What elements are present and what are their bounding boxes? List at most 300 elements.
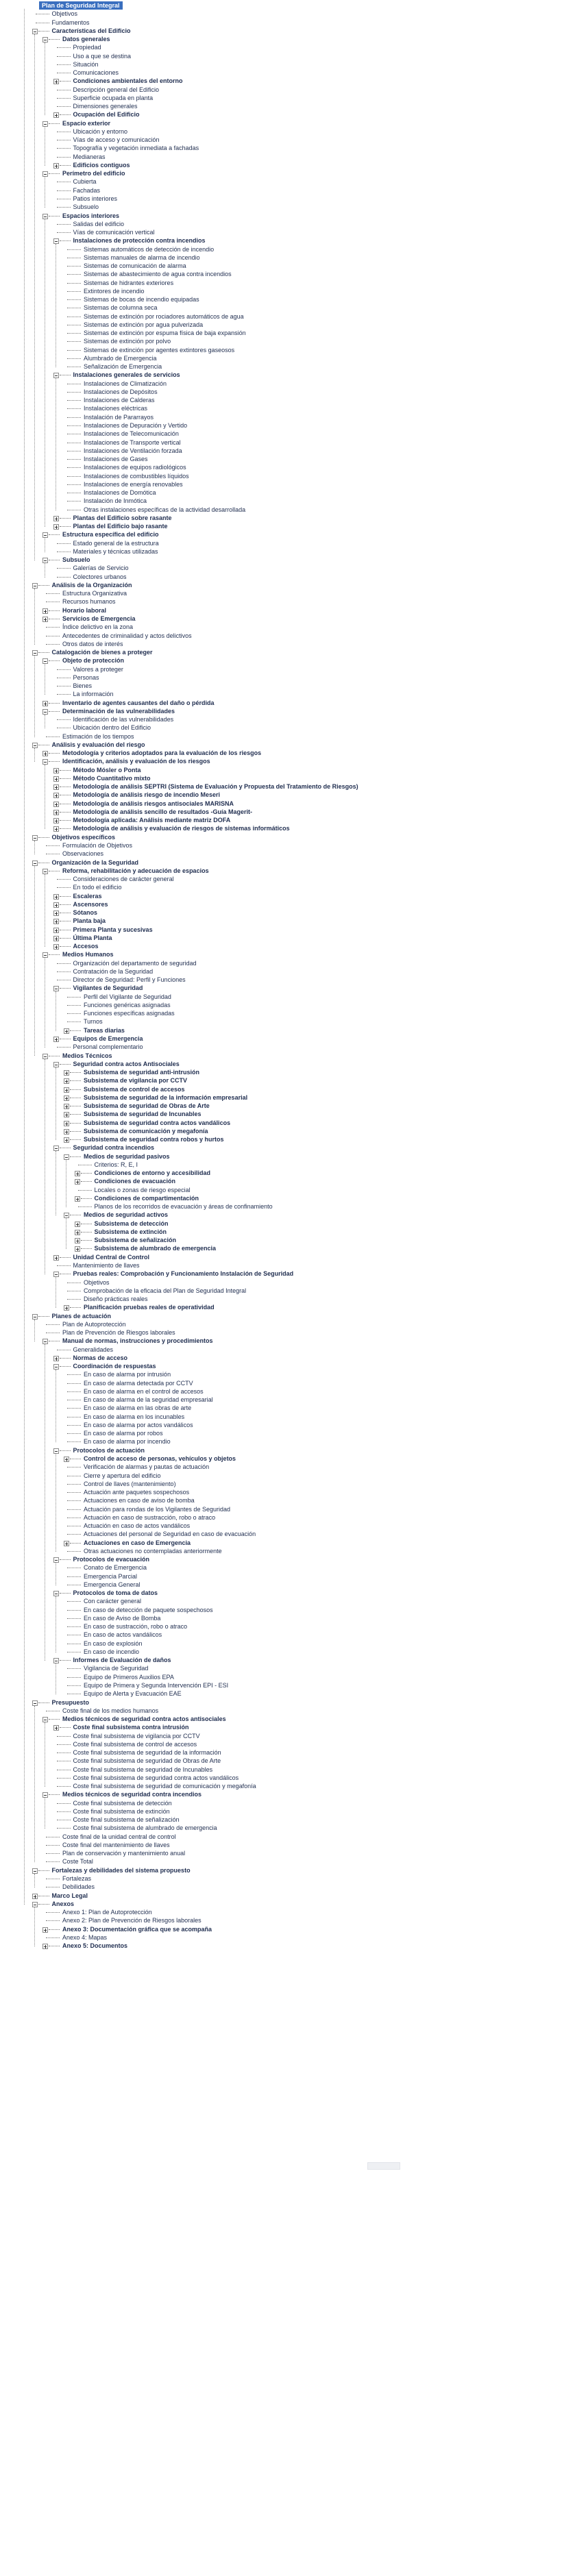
tree-node-label[interactable]: En caso de incendio <box>84 1648 140 1655</box>
tree-node-label[interactable]: Sistemas de extinción por agua pulverizada <box>84 321 204 328</box>
tree-node-label[interactable]: Estado general de la estructura <box>73 539 159 547</box>
collapse-toggle-icon[interactable] <box>42 121 48 127</box>
tree-node-label[interactable]: Seguridad contra incendios <box>73 1144 155 1152</box>
tree-node-label[interactable]: Verificación de alarmas y pautas de actuación <box>84 1463 210 1471</box>
tree-node-label[interactable]: Catalogación de bienes a proteger <box>51 649 153 656</box>
expand-toggle-icon[interactable] <box>53 79 59 84</box>
collapse-toggle-icon[interactable] <box>53 373 59 378</box>
tree-node-label[interactable]: Informes de Evaluación de daños <box>73 1657 171 1664</box>
tree-node-label[interactable]: Subsistema de extinción <box>94 1228 167 1235</box>
tree-node-label[interactable]: En caso de alarma por actos vandálicos <box>84 1421 193 1428</box>
expand-toggle-icon[interactable] <box>64 1129 69 1135</box>
tree-node-label[interactable]: Actuación en caso de sustracción, robo o atraco <box>84 1513 216 1521</box>
tree-node-label[interactable]: Subsistema de comunicación y megafonía <box>84 1127 208 1135</box>
expand-toggle-icon[interactable] <box>64 1104 69 1109</box>
tree-node-label[interactable]: Coste final subsistema de seguridad de Obras de Arte <box>73 1757 221 1765</box>
tree-node-label[interactable]: En caso de alarma de la seguridad empresarial <box>84 1396 213 1404</box>
collapse-toggle-icon[interactable] <box>42 558 48 563</box>
tree-node-label[interactable]: Superficie ocupada en planta <box>73 94 154 101</box>
expand-toggle-icon[interactable] <box>53 826 59 832</box>
expand-toggle-icon[interactable] <box>64 1305 69 1311</box>
tree-node-label[interactable]: Coste final subsistema de detección <box>73 1799 172 1807</box>
tree-node-label[interactable]: Cierre y apertura del edificio <box>84 1472 161 1479</box>
expand-toggle-icon[interactable] <box>64 1070 69 1076</box>
expand-toggle-icon[interactable] <box>53 1725 59 1731</box>
tree-node-label[interactable]: Otras instalaciones específicas de la actividad desarrollada <box>84 506 246 513</box>
tree-node-label[interactable]: Pruebas reales: Comprobación y Funcionamiento Instalación de Seguridad <box>73 1270 294 1278</box>
tree-node-label[interactable]: Subsistema de control de accesos <box>84 1085 185 1093</box>
tree-node-label[interactable]: Coste final de la unidad central de control <box>62 1833 176 1840</box>
tree-node-label[interactable]: Metodología de análisis riesgo de incendio Meseri <box>73 791 221 799</box>
tree-node-label[interactable]: Índice delictivo en la zona <box>62 623 134 631</box>
tree-node-label[interactable]: Espacio exterior <box>62 119 111 127</box>
tree-node-label[interactable]: Determinación de las vulnerabilidades <box>62 707 175 715</box>
tree-node-label[interactable]: Sistemas de extinción por rociadores automáticos de agua <box>84 312 244 320</box>
collapse-toggle-icon[interactable] <box>42 171 48 177</box>
tree-node-label[interactable]: Perímetro del edificio <box>62 170 125 177</box>
tree-node-label[interactable]: Recursos humanos <box>62 598 116 606</box>
expand-toggle-icon[interactable] <box>53 784 59 790</box>
tree-node-label[interactable]: Anexo 1: Plan de Autoprotección <box>62 1909 152 1916</box>
tree-node-label[interactable]: Metodología aplicada: Análisis mediante matriz DOFA <box>73 817 231 824</box>
tree-node-label[interactable]: Comprobación de la eficacia del Plan de Seguridad Integral <box>84 1287 247 1294</box>
tree-node-label[interactable]: En caso de alarma por robos <box>84 1430 163 1437</box>
tree-node-label[interactable]: Protocolos de toma de datos <box>73 1589 158 1597</box>
collapse-toggle-icon[interactable] <box>32 1700 38 1706</box>
tree-node-label[interactable]: Medios técnicos de seguridad contra incendios <box>62 1791 202 1798</box>
tree-node-label[interactable]: Medios Técnicos <box>62 1052 112 1059</box>
tree-node-label[interactable]: Normas de acceso <box>73 1354 128 1361</box>
tree-node-label[interactable]: Extintores de incendio <box>84 287 145 295</box>
tree-node-label[interactable]: Coste final de los medios humanos <box>62 1707 159 1714</box>
tree-node-label[interactable]: Turnos <box>84 1018 103 1026</box>
tree-node-label[interactable]: Servicios de Emergencia <box>62 615 136 622</box>
expand-toggle-icon[interactable] <box>53 928 59 933</box>
tree-node-label[interactable]: Análisis y evaluación del riesgo <box>51 741 145 748</box>
tree-node-label[interactable]: Reforma, rehabilitación y adecuación de espacios <box>62 867 209 874</box>
tree-node-label[interactable]: Instalaciones de Climatización <box>84 380 167 387</box>
tree-node-label[interactable]: Objeto de protección <box>62 657 125 665</box>
tree-root-label[interactable]: Plan de Seguridad Integral <box>39 1 123 10</box>
tree-node-label[interactable]: Última Planta <box>73 934 112 941</box>
collapse-toggle-icon[interactable] <box>64 1154 69 1160</box>
tree-node-label[interactable]: Anexos <box>51 1900 75 1907</box>
expand-toggle-icon[interactable] <box>32 1894 38 1899</box>
tree-node-label[interactable]: Materiales y técnicas utilizadas <box>73 547 158 555</box>
tree-node-label[interactable]: Plantas del Edificio bajo rasante <box>73 523 168 530</box>
tree-node-label[interactable]: Señalización de Emergencia <box>84 363 162 371</box>
tree-node-label[interactable]: Sistemas de extinción por polvo <box>84 338 171 345</box>
tree-node-label[interactable]: Manual de normas, instrucciones y procedimientos <box>62 1337 213 1345</box>
tree-node-label[interactable]: Instalaciones de Telecomunicación <box>84 430 179 438</box>
tree-node-label[interactable]: Subsistema de detección <box>94 1219 169 1227</box>
tree-node-label[interactable]: Coste final subsistema de seguridad de Incunables <box>73 1766 213 1773</box>
tree-node-label[interactable]: Método Mósler o Ponta <box>73 766 141 773</box>
tree-node-label[interactable]: Instalaciones de equipos radiológicos <box>84 464 186 471</box>
tree-node-label[interactable]: Tareas diarias <box>84 1026 125 1034</box>
tree-node-label[interactable]: Objetivos <box>51 10 78 18</box>
tree-node-label[interactable]: Estimación de los tiempos <box>62 732 134 740</box>
tree-node-label[interactable]: Medianeras <box>73 153 106 160</box>
collapse-toggle-icon[interactable] <box>42 1717 48 1722</box>
collapse-toggle-icon[interactable] <box>64 1213 69 1218</box>
tree-node-label[interactable]: Sistemas de columna seca <box>84 304 158 312</box>
tree-node-label[interactable]: Plan de conservación y mantenimiento anual <box>62 1850 186 1857</box>
tree-node-label[interactable]: Sistemas de comunicación de alarma <box>84 262 186 270</box>
tree-node-label[interactable]: Primera Planta y sucesivas <box>73 926 153 933</box>
tree-node-label[interactable]: Otros datos de interés <box>62 640 123 647</box>
collapse-toggle-icon[interactable] <box>32 650 38 656</box>
tree-node-label[interactable]: Patios interiores <box>73 195 118 202</box>
collapse-toggle-icon[interactable] <box>32 860 38 866</box>
collapse-toggle-icon[interactable] <box>53 1658 59 1663</box>
tree-node-label[interactable]: Medios de seguridad pasivos <box>84 1152 170 1160</box>
collapse-toggle-icon[interactable] <box>42 1054 48 1059</box>
collapse-toggle-icon[interactable] <box>53 238 59 244</box>
expand-toggle-icon[interactable] <box>53 911 59 916</box>
expand-toggle-icon[interactable] <box>64 1028 69 1034</box>
expand-toggle-icon[interactable] <box>53 1255 59 1261</box>
tree-node-label[interactable]: Medios de seguridad activos <box>84 1211 169 1219</box>
tree-node-label[interactable]: Condiciones de entorno y accesibilidad <box>94 1169 211 1177</box>
tree-node-label[interactable]: Mantenimiento de llaves <box>73 1262 140 1269</box>
collapse-toggle-icon[interactable] <box>32 29 38 34</box>
tree-node-label[interactable]: Instalación de Pararrayos <box>84 413 154 421</box>
expand-toggle-icon[interactable] <box>75 1171 80 1176</box>
tree-node-label[interactable]: Espacios interiores <box>62 212 120 219</box>
tree-node-label[interactable]: Anexo 4: Mapas <box>62 1933 108 1941</box>
collapse-toggle-icon[interactable] <box>42 214 48 219</box>
collapse-toggle-icon[interactable] <box>32 1902 38 1907</box>
tree-node-label[interactable]: Subsistema de vigilancia por CCTV <box>84 1077 188 1085</box>
expand-toggle-icon[interactable] <box>64 1541 69 1546</box>
collapse-toggle-icon[interactable] <box>42 759 48 765</box>
tree-node-label[interactable]: Coste final subsistema contra intrusión <box>73 1724 189 1731</box>
expand-toggle-icon[interactable] <box>53 768 59 773</box>
tree-node-label[interactable]: Plan de Autoprotección <box>62 1320 126 1328</box>
tree-node-label[interactable]: Vigilantes de Seguridad <box>73 984 143 992</box>
tree-node-label[interactable]: Instalaciones de protección contra incendios <box>73 237 206 245</box>
tree-node-label[interactable]: En caso de alarma en el control de accesos <box>84 1387 204 1395</box>
tree-node-label[interactable]: Anexo 2: Plan de Prevención de Riesgos laborales <box>62 1917 201 1924</box>
tree-node-label[interactable]: Actuación para rondas de los Vigilantes de Seguridad <box>84 1505 230 1513</box>
tree-node-label[interactable]: Coste final subsistema de extinción <box>73 1807 170 1815</box>
tree-node-label[interactable]: Subsistema de seguridad de Obras de Arte <box>84 1102 210 1110</box>
tree-node-label[interactable]: Plantas del Edificio sobre rasante <box>73 514 172 521</box>
tree-node-label[interactable]: En caso de alarma por intrusión <box>84 1371 171 1378</box>
tree-node-label[interactable]: Instalaciones de energía renovables <box>84 480 183 488</box>
tree-node-label[interactable]: Condiciones ambientales del entorno <box>73 77 183 85</box>
collapse-toggle-icon[interactable] <box>53 1591 59 1596</box>
expand-toggle-icon[interactable] <box>75 1246 80 1252</box>
collapse-toggle-icon[interactable] <box>42 658 48 664</box>
tree-node-label[interactable]: Bienes <box>73 682 93 690</box>
tree-node-label[interactable]: Topografía y vegetación inmediata a fachadas <box>73 145 199 152</box>
collapse-toggle-icon[interactable] <box>32 743 38 748</box>
tree-node-label[interactable]: En caso de alarma por incendio <box>84 1438 171 1446</box>
tree-node-label[interactable]: Equipo de Primeros Auxilios EPA <box>84 1673 174 1681</box>
tree-node-label[interactable]: En caso de detección de paquete sospechosos <box>84 1606 213 1613</box>
collapse-toggle-icon[interactable] <box>32 583 38 589</box>
collapse-toggle-icon[interactable] <box>53 1062 59 1067</box>
tree-node-label[interactable]: Dimensiones generales <box>73 103 138 110</box>
tree-node-label[interactable]: Comunicaciones <box>73 69 119 77</box>
tree-node-label[interactable]: Actuaciones del personal de Seguridad en caso de evacuación <box>84 1531 256 1538</box>
tree-node-label[interactable]: Valores a proteger <box>73 665 123 673</box>
tree-node-label[interactable]: Sistemas de abastecimiento de agua contra incendios <box>84 271 232 278</box>
tree-node-label[interactable]: Funciones específicas asignadas <box>84 1010 175 1017</box>
tree-node-label[interactable]: Metodología de análisis SEPTRI (Sistema de Evaluación y Propuesta del Tratamiento de Riesgos) <box>73 783 358 791</box>
collapse-toggle-icon[interactable] <box>42 1792 48 1798</box>
tree-node-label[interactable]: Descripción general del Edificio <box>73 86 160 93</box>
tree-node-label[interactable]: Fachadas <box>73 186 101 194</box>
tree-node-label[interactable]: Ocupación del Edificio <box>73 111 140 119</box>
expand-toggle-icon[interactable] <box>42 751 48 756</box>
tree-node-label[interactable]: Instalaciones de Depósitos <box>84 388 158 395</box>
tree-node-label[interactable]: Objetivos <box>84 1278 110 1286</box>
tree-node-label[interactable]: Subsistema de seguridad de Incunables <box>84 1111 201 1118</box>
tree-node-label[interactable]: Observaciones <box>62 850 104 858</box>
tree-node-label[interactable]: En caso de actos vandálicos <box>84 1631 162 1639</box>
tree-node-label[interactable]: Estructura específica del edificio <box>62 531 159 538</box>
tree-node-label[interactable]: Metodología de análisis riesgos antisociales MARISNA <box>73 800 234 807</box>
tree-node-label[interactable]: Coste final subsistema de control de accesos <box>73 1740 197 1748</box>
tree-node-label[interactable]: Diseño prácticas reales <box>84 1296 148 1303</box>
tree-node-label[interactable]: Condiciones de compartimentación <box>94 1194 199 1202</box>
tree-node-label[interactable]: Identificación, análisis y evaluación de los riesgos <box>62 758 210 765</box>
tree-node-label[interactable]: Metodología y criterios adoptados para la evaluación de los riesgos <box>62 750 262 757</box>
collapse-toggle-icon[interactable] <box>32 1868 38 1874</box>
tree-node-label[interactable]: Otras actuaciones no contempladas anteriormente <box>84 1547 222 1555</box>
collapse-toggle-icon[interactable] <box>53 1557 59 1563</box>
tree-node-label[interactable]: Escaleras <box>73 892 102 900</box>
expand-toggle-icon[interactable] <box>64 1078 69 1084</box>
tree-node-label[interactable]: Colectores urbanos <box>73 573 127 580</box>
expand-toggle-icon[interactable] <box>75 1222 80 1227</box>
collapse-toggle-icon[interactable] <box>42 869 48 874</box>
expand-toggle-icon[interactable] <box>42 617 48 622</box>
tree-node-label[interactable]: Medios técnicos de seguridad contra actos antisociales <box>62 1716 226 1723</box>
tree-node-label[interactable]: Presupuesto <box>51 1698 90 1706</box>
expand-toggle-icon[interactable] <box>64 1457 69 1462</box>
tree-node-label[interactable]: Instalaciones de Gases <box>84 456 148 463</box>
tree-node-label[interactable]: Instalación de Inmótica <box>84 497 147 505</box>
expand-toggle-icon[interactable] <box>64 1121 69 1126</box>
tree-node-label[interactable]: Contratación de la Seguridad <box>73 967 154 975</box>
tree-node-label[interactable]: En caso de sustracción, robo o atraco <box>84 1623 188 1631</box>
collapse-toggle-icon[interactable] <box>42 1339 48 1344</box>
tree-node-label[interactable]: Subsuelo <box>73 203 99 211</box>
tree-node-label[interactable]: Coste final subsistema de seguridad de comunicación y megafonía <box>73 1783 256 1790</box>
tree-node-label[interactable]: Vías de acceso y comunicación <box>73 136 160 144</box>
tree-node-label[interactable]: En caso de alarma en los incunables <box>84 1413 185 1420</box>
collapse-toggle-icon[interactable] <box>53 1448 59 1454</box>
tree-node-label[interactable]: Alumbrado de Emergencia <box>84 354 157 362</box>
tree-node-label[interactable]: Datos generales <box>62 36 110 43</box>
tree-node-label[interactable]: Coste final subsistema de seguridad de la información <box>73 1749 221 1757</box>
tree-node-label[interactable]: Ubicación dentro del Edificio <box>73 724 151 732</box>
collapse-toggle-icon[interactable] <box>42 952 48 958</box>
tree-node-label[interactable]: Sistemas de extinción por agentes extintores gaseosos <box>84 346 235 354</box>
tree-node-label[interactable]: Conato de Emergencia <box>84 1564 147 1572</box>
tree-node-label[interactable]: Coste final subsistema de alumbrado de emergencia <box>73 1824 217 1832</box>
tree-node-label[interactable]: Actuaciones en caso de Emergencia <box>84 1539 191 1546</box>
expand-toggle-icon[interactable] <box>53 163 59 169</box>
tree-node-label[interactable]: Equipo de Primera y Segunda Intervención EPI - ESI <box>84 1682 229 1689</box>
tree-node-label[interactable]: Coste final subsistema de señalización <box>73 1816 180 1824</box>
tree-node-label[interactable]: Medios Humanos <box>62 951 114 958</box>
tree-node-label[interactable]: Organización de la Seguridad <box>51 858 139 866</box>
tree-node-label[interactable]: Análisis de la Organización <box>51 581 132 589</box>
tree-node-label[interactable]: Estructura Organizativa <box>62 590 127 597</box>
tree-node-label[interactable]: Subsuelo <box>62 556 90 564</box>
tree-node-label[interactable]: Fundamentos <box>51 18 90 26</box>
tree-node-label[interactable]: Planos de los recorridos de evacuación y áreas de confinamiento <box>94 1203 273 1211</box>
collapse-toggle-icon[interactable] <box>53 1272 59 1277</box>
tree-node-label[interactable]: Instalaciones de Transporte vertical <box>84 438 181 446</box>
tree-node-label[interactable]: Coste final subsistema de seguridad contra actos vandálicos <box>73 1774 239 1781</box>
tree-node-label[interactable]: Método Cuantitativo mixto <box>73 774 151 782</box>
tree-node-label[interactable]: Actuación ante paquetes sospechosos <box>84 1489 190 1496</box>
expand-toggle-icon[interactable] <box>75 1238 80 1243</box>
tree-node-label[interactable]: Seguridad contra actos Antisociales <box>73 1060 180 1067</box>
tree-node-label[interactable]: Instalaciones generales de servicios <box>73 371 180 379</box>
collapse-toggle-icon[interactable] <box>53 986 59 991</box>
expand-toggle-icon[interactable] <box>42 1927 48 1933</box>
expand-toggle-icon[interactable] <box>53 516 59 521</box>
tree-node-label[interactable]: Instalaciones de combustibles líquidos <box>84 472 189 480</box>
expand-toggle-icon[interactable] <box>42 1944 48 1949</box>
expand-toggle-icon[interactable] <box>53 802 59 807</box>
tree-node-label[interactable]: Organización del departamento de seguridad <box>73 959 197 967</box>
tree-node-label[interactable]: Sistemas de hidrantes exteriores <box>84 279 174 286</box>
tree-node-label[interactable]: Sótanos <box>73 909 98 917</box>
tree-node-label[interactable]: Marco Legal <box>51 1892 88 1899</box>
tree-node-label[interactable]: Equipo de Alerta y Evacuación EAE <box>84 1690 182 1698</box>
tree-node-label[interactable]: Plan de Prevención de Riesgos laborales <box>62 1329 175 1337</box>
expand-toggle-icon[interactable] <box>53 894 59 900</box>
tree-node-label[interactable]: Protocolos de actuación <box>73 1446 145 1454</box>
expand-toggle-icon[interactable] <box>75 1196 80 1202</box>
expand-toggle-icon[interactable] <box>64 1087 69 1093</box>
collapse-toggle-icon[interactable] <box>42 37 48 42</box>
collapse-toggle-icon[interactable] <box>42 532 48 538</box>
tree-node-label[interactable]: Fortalezas <box>62 1874 92 1882</box>
tree-node-label[interactable]: Accesos <box>73 943 99 950</box>
tree-node-label[interactable]: Subsistema de seguridad contra actos vandálicos <box>84 1119 231 1126</box>
tree-node-label[interactable]: Personas <box>73 673 99 681</box>
tree-node-label[interactable]: Instalaciones eléctricas <box>84 405 148 412</box>
expand-toggle-icon[interactable] <box>53 112 59 118</box>
tree-node-label[interactable]: Edificios contiguos <box>73 161 130 169</box>
tree-node-label[interactable]: Subsistema de alumbrado de emergencia <box>94 1245 217 1252</box>
expand-toggle-icon[interactable] <box>75 1179 80 1185</box>
tree-node-label[interactable]: Subsistema de seguridad contra robos y hurtos <box>84 1136 224 1143</box>
expand-toggle-icon[interactable] <box>42 701 48 706</box>
expand-toggle-icon[interactable] <box>53 919 59 924</box>
tree-node-label[interactable]: Protocolos de evacuación <box>73 1556 150 1563</box>
expand-toggle-icon[interactable] <box>53 1356 59 1361</box>
collapse-toggle-icon[interactable] <box>53 1364 59 1370</box>
tree-node-label[interactable]: Sistemas automáticos de detección de incendio <box>84 245 215 253</box>
collapse-toggle-icon[interactable] <box>42 709 48 715</box>
tree-node-label[interactable]: Identificación de las vulnerabilidades <box>73 716 174 723</box>
tree-node-label[interactable]: Instalaciones de Domótica <box>84 489 156 497</box>
tree-node-label[interactable]: Subsistema de seguridad de la información empresarial <box>84 1093 248 1101</box>
tree-node-label[interactable]: Criterios: R, E, I <box>94 1161 138 1168</box>
tree-node-label[interactable]: Emergencia Parcial <box>84 1572 138 1580</box>
tree-node-label[interactable]: Propiedad <box>73 44 101 51</box>
tree-node-label[interactable]: Actuación en caso de actos vandálicos <box>84 1522 191 1530</box>
tree-node-label[interactable]: Cubierta <box>73 178 97 186</box>
collapse-toggle-icon[interactable] <box>32 1314 38 1320</box>
tree-node-label[interactable]: Coste final subsistema de vigilancia por CCTV <box>73 1732 200 1739</box>
expand-toggle-icon[interactable] <box>53 944 59 950</box>
tree-node-label[interactable]: En caso de Aviso de Bomba <box>84 1614 161 1622</box>
tree-node-label[interactable]: Ascensores <box>73 900 108 908</box>
expand-toggle-icon[interactable] <box>64 1095 69 1101</box>
tree-node-label[interactable]: Vías de comunicación vertical <box>73 229 155 236</box>
tree-node-label[interactable]: Coordinación de respuestas <box>73 1363 156 1370</box>
tree-node-label[interactable]: Emergencia General <box>84 1581 140 1588</box>
expand-toggle-icon[interactable] <box>53 810 59 815</box>
expand-toggle-icon[interactable] <box>64 1112 69 1117</box>
tree-node-label[interactable]: Planes de actuación <box>51 1312 112 1320</box>
tree-node-label[interactable]: En caso de explosión <box>84 1639 143 1647</box>
expand-toggle-icon[interactable] <box>42 608 48 614</box>
tree-node-label[interactable]: Sistemas de bocas de incendio equipadas <box>84 296 199 304</box>
tree-node-label[interactable]: La información <box>73 691 114 698</box>
tree-node-label[interactable]: Locales o zonas de riesgo especial <box>94 1186 191 1193</box>
tree-node-label[interactable]: Unidad Central de Control <box>73 1253 150 1261</box>
expand-toggle-icon[interactable] <box>53 1037 59 1042</box>
tree-node-label[interactable]: Instalaciones de Depuración y Vertido <box>84 422 188 429</box>
tree-node-label[interactable]: Inventario de agentes causantes del daño o pérdida <box>62 699 215 706</box>
tree-node-label[interactable]: Galerías de Servicio <box>73 565 129 572</box>
tree-node-label[interactable]: Situación <box>73 60 99 68</box>
tree-node-label[interactable]: Coste Total <box>62 1858 93 1866</box>
tree-node-label[interactable]: En todo el edificio <box>73 884 122 891</box>
tree-node-label[interactable]: Equipos de Emergencia <box>73 1035 143 1042</box>
tree-node-label[interactable]: Perfil del Vigilante de Seguridad <box>84 993 171 1000</box>
tree-node-label[interactable]: Actuaciones en caso de aviso de bomba <box>84 1497 195 1504</box>
expand-toggle-icon[interactable] <box>75 1230 80 1235</box>
tree-node-label[interactable]: Fortalezas y debilidades del sistema propuesto <box>51 1866 191 1874</box>
tree-node-label[interactable]: Generalidades <box>73 1346 114 1353</box>
expand-toggle-icon[interactable] <box>53 524 59 530</box>
collapse-toggle-icon[interactable] <box>32 835 38 841</box>
tree-node-label[interactable]: Metodología de análisis y evaluación de riesgos de sistemas informáticos <box>73 825 290 832</box>
expand-toggle-icon[interactable] <box>53 902 59 908</box>
tree-node-label[interactable]: Debilidades <box>62 1883 95 1891</box>
tree-node-label[interactable]: Sistemas manuales de alarma de incendio <box>84 253 200 261</box>
tree-node-label[interactable]: Formulación de Objetivos <box>62 842 133 849</box>
tree-node-label[interactable]: Objetivos específicos <box>51 833 116 841</box>
tree-node-label[interactable]: Características del Edificio <box>51 27 131 34</box>
tree-node-label[interactable]: Vigilancia de Seguridad <box>84 1665 149 1672</box>
tree-node-label[interactable]: Metodología de análisis sencillo de resultados -Guía Magerit- <box>73 808 253 815</box>
tree-node-label[interactable]: Anexo 5: Documentos <box>62 1942 128 1950</box>
tree-node-label[interactable]: Horario laboral <box>62 606 107 614</box>
expand-toggle-icon[interactable] <box>64 1137 69 1143</box>
collapse-toggle-icon[interactable] <box>53 1145 59 1151</box>
tree-node-label[interactable]: Subsistema de seguridad anti-intrusión <box>84 1069 200 1076</box>
tree-node-label[interactable]: Salidas del edificio <box>73 220 125 227</box>
tree-node-label[interactable]: Planificación pruebas reales de operatividad <box>84 1304 215 1311</box>
expand-toggle-icon[interactable] <box>53 793 59 798</box>
expand-toggle-icon[interactable] <box>53 936 59 941</box>
tree-node-label[interactable]: En caso de alarma detectada por CCTV <box>84 1379 193 1387</box>
